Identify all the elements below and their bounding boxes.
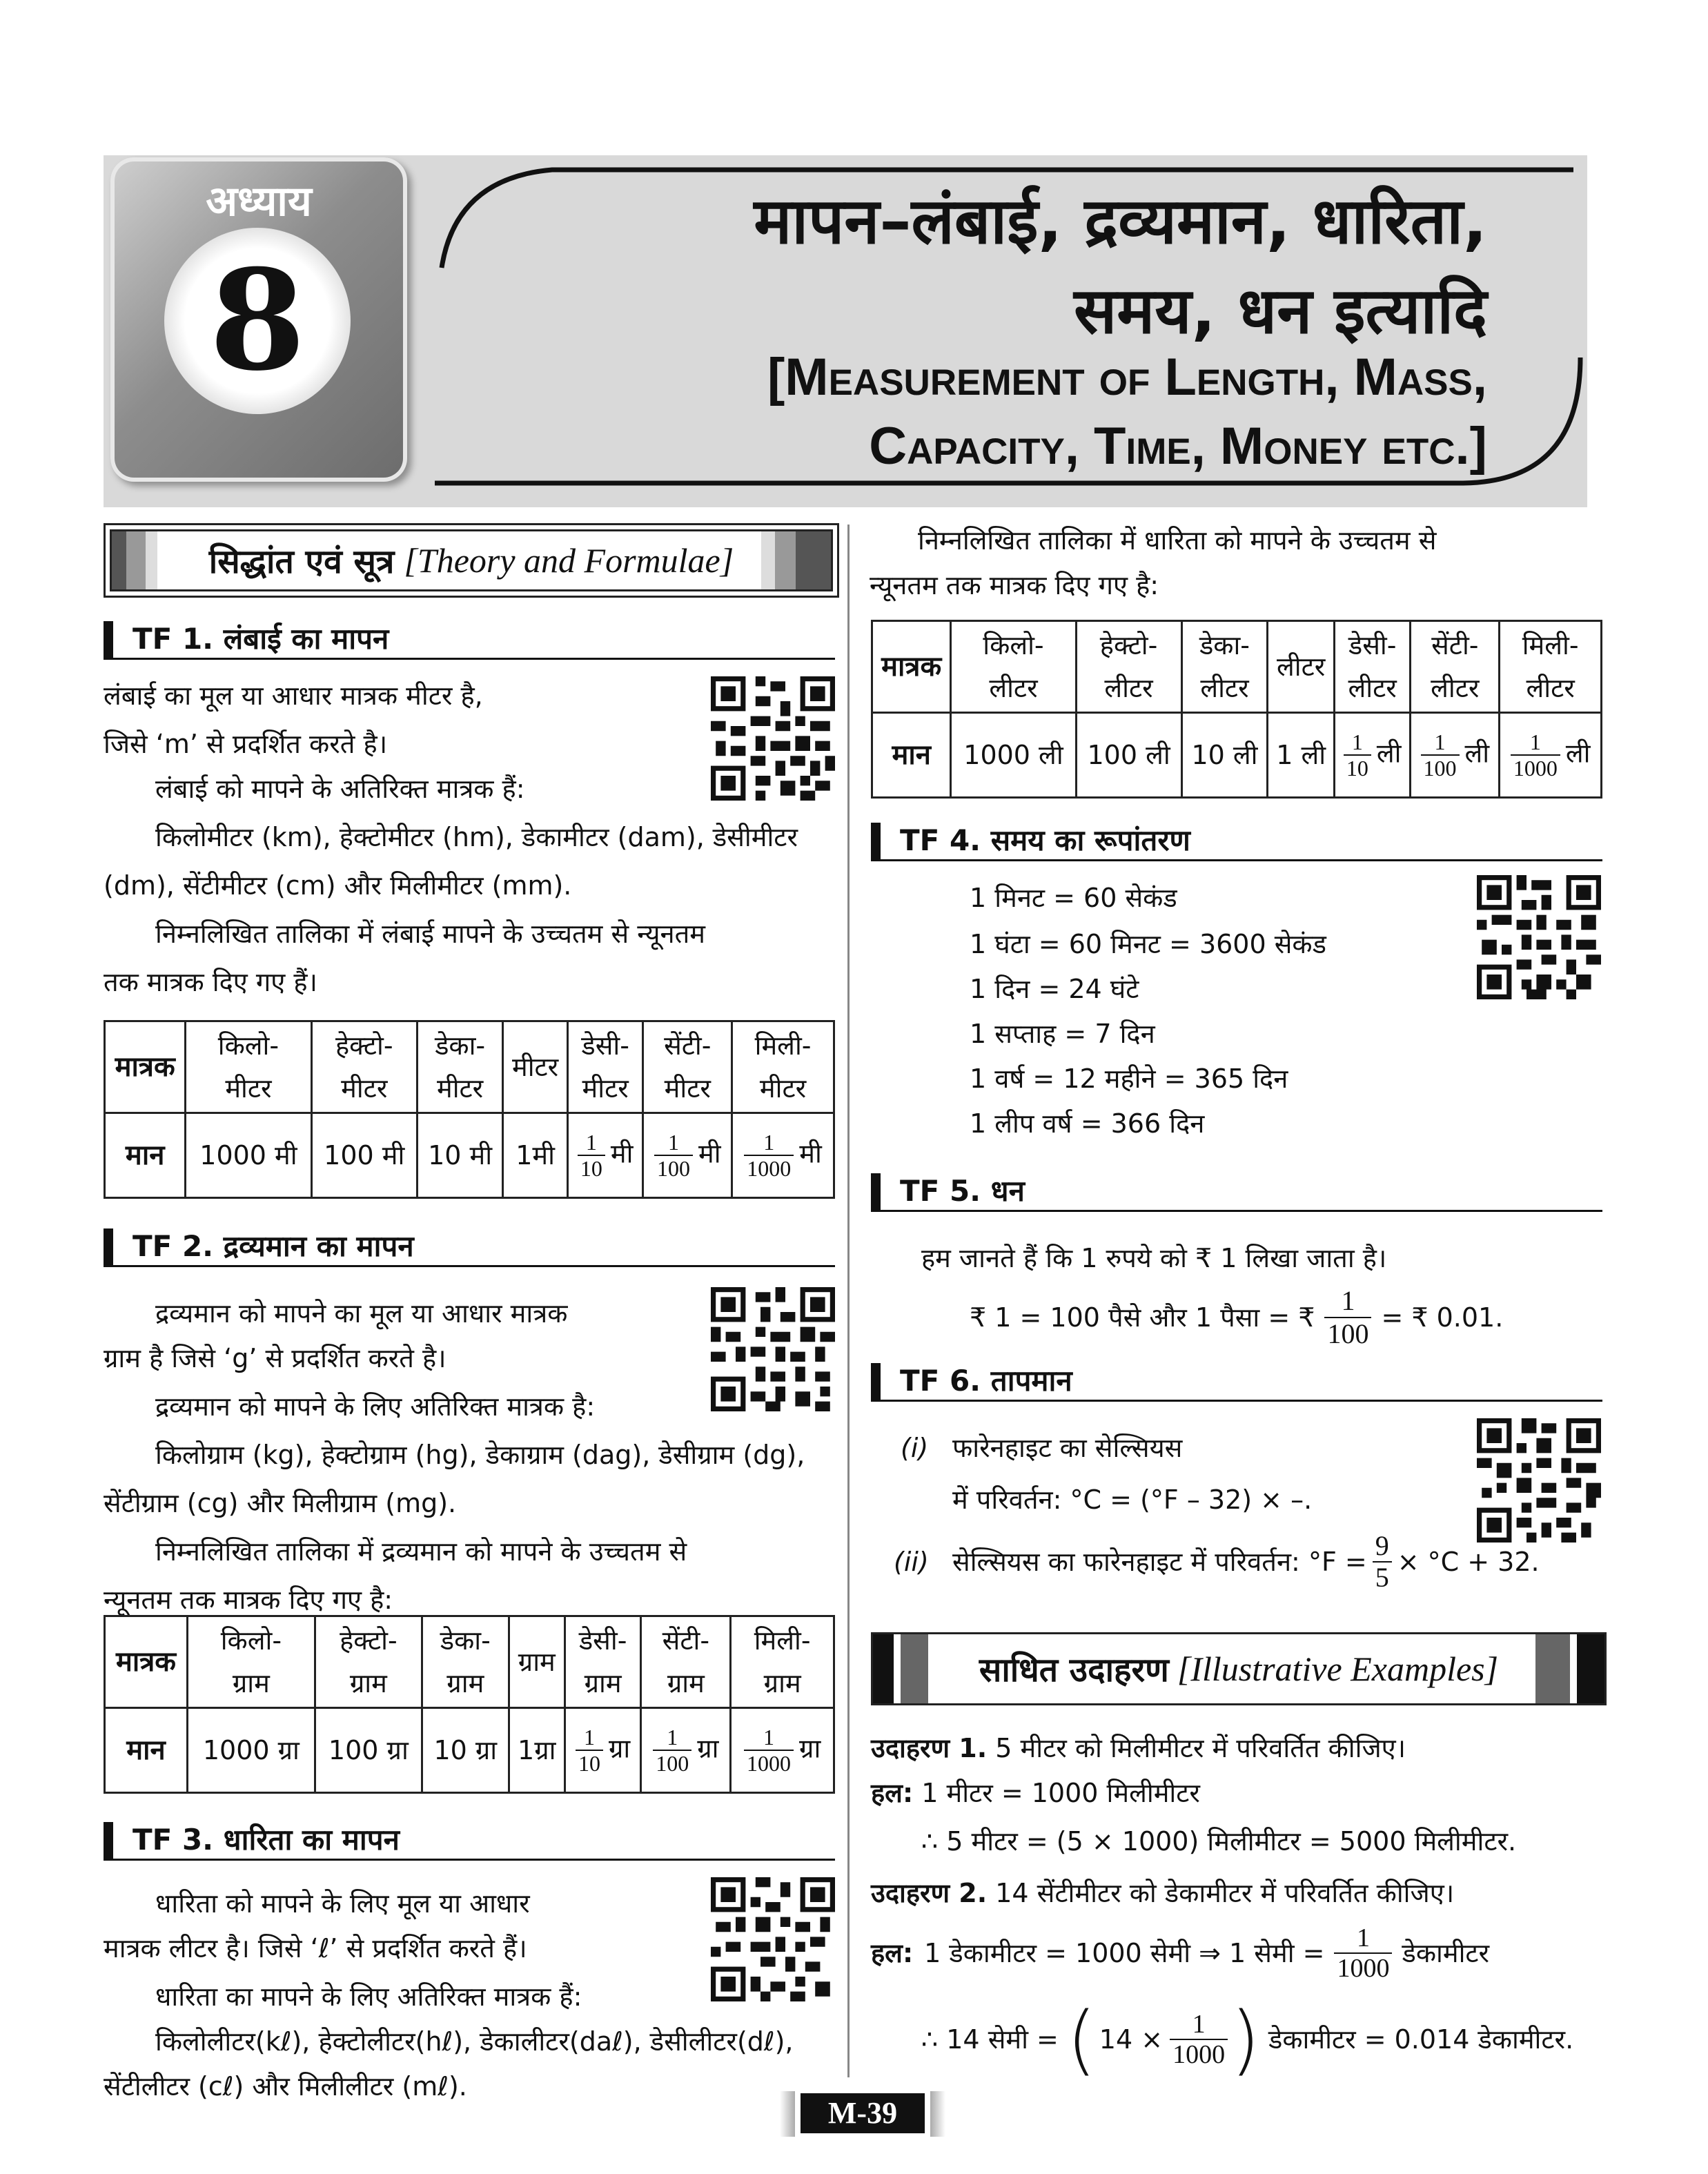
numerator: 1 [583, 1725, 595, 1750]
cell-line: लीटर [1277, 652, 1326, 682]
tf3-line-1: धारिता को मापने के लिए मूल या आधार [155, 1888, 530, 1919]
table-row-label: मान [105, 1113, 186, 1198]
solution-text: 1 डेकामीटर = 1000 सेमी ⇒ 1 सेमी = [924, 1938, 1325, 1968]
column-divider [847, 525, 850, 2077]
table-row [872, 621, 1602, 713]
cell-line: डेसी- [578, 1625, 627, 1656]
tf6-i-line-2: में परिवर्तन: °C = (°F – 32) × –. [952, 1485, 1313, 1515]
numerator: 1 [1192, 2010, 1206, 2039]
example-2-label: उदाहरण 2. [871, 1878, 988, 1908]
table-cell [186, 1021, 311, 1113]
table-cell [1411, 621, 1500, 713]
solution-text: ∴ 14 सेमी = [921, 2024, 1059, 2055]
cell-line: सेंटी- [662, 1625, 710, 1656]
item-label: (i) [901, 1433, 929, 1463]
denominator: 1000 [744, 1155, 794, 1181]
tf2-line-1: द्रव्यमान को मापने का मूल या आधार मात्रक [155, 1298, 568, 1329]
table-cell [565, 1616, 640, 1708]
example-1-label: उदाहरण 1. [871, 1733, 988, 1763]
cell-line: ग्राम [232, 1668, 270, 1698]
table-cell [187, 1616, 315, 1708]
fraction [744, 1130, 794, 1181]
table-row-label: मान [105, 1708, 188, 1793]
table-cell: 10 ग्रा [422, 1708, 509, 1793]
table-cell [567, 1021, 643, 1113]
fraction [654, 1130, 693, 1181]
cell-line: मीटर [341, 1073, 388, 1104]
example-1-text: 5 मीटर को मिलीमीटर में परिवर्तित कीजिए। [995, 1733, 1406, 1763]
table-cell: 100 मी [311, 1113, 417, 1198]
numerator: 1 [763, 1725, 775, 1750]
tf3-line-3: धारिता का मापने के लिए अतिरिक्त मात्रक हैं: [155, 1981, 582, 2012]
cell-line: लीटर [1526, 673, 1575, 703]
example-2-solution-line-2 [921, 1995, 1574, 2084]
cell-line: लीटर [1431, 673, 1480, 703]
fraction [744, 1725, 794, 1776]
cell-line: लीटर [1200, 673, 1249, 703]
page-number-shade-right [930, 2091, 945, 2137]
table-row [105, 1708, 834, 1793]
tf1-line-4: किलोमीटर (km), हेक्टोमीटर (hm), डेकामीटर (dam), डेसीमीटर [155, 822, 798, 852]
theory-banner-hindi: सिद्धांत एवं सूत्र [208, 542, 395, 581]
table-cell [643, 1021, 732, 1113]
cell-line: डेसी- [1348, 630, 1397, 660]
table-cell [1411, 713, 1500, 798]
table-cell [315, 1616, 422, 1708]
denominator: 1000 [1170, 2039, 1228, 2069]
cell-line: मीटर [511, 1052, 559, 1082]
tf2-line-5: सेंटीग्राम (cg) और मिलीग्राम (mg). [104, 1488, 457, 1518]
unit-abbr: ग्रा [697, 1733, 719, 1764]
table-cell [1500, 621, 1602, 713]
theory-banner [104, 523, 839, 598]
chapter-word: अध्याय [206, 177, 312, 226]
table-cell [417, 1021, 502, 1113]
table-cell [567, 1113, 643, 1198]
unit-abbr: मी [799, 1138, 822, 1169]
denominator: 1000 [1511, 754, 1560, 781]
example-1-question [871, 1725, 1406, 1771]
table-cell [503, 1021, 568, 1113]
example-2-question [871, 1870, 1454, 1916]
chapter-title-hindi-line2: समय, धन इत्यादि [1074, 274, 1487, 348]
tf5-line-2-end: = ₹ 0.01. [1381, 1302, 1504, 1333]
qr-code-icon [1477, 875, 1601, 999]
cell-line: किलो- [983, 630, 1044, 660]
denominator: 100 [1324, 1317, 1371, 1350]
table-cell [1076, 621, 1181, 713]
chapter-title-hindi-line1: मापन–लंबाई, द्रव्यमान, धारिता, [754, 184, 1487, 258]
denominator: 1000 [1334, 1952, 1392, 1983]
table-cell [643, 1113, 732, 1198]
solution-label: हल: [871, 1938, 914, 1968]
cell-line: लीटर [1104, 673, 1153, 703]
tf3-intro-line-2: न्यूनतम तक मात्रक दिए गए है: [870, 570, 1159, 600]
qr-code-icon [711, 676, 835, 801]
table-cell [422, 1616, 509, 1708]
cell-line: मिली- [754, 1625, 811, 1656]
cell-line: ग्राम [667, 1668, 705, 1698]
solution-text-end: डेकामीटर = 0.014 डेकामीटर. [1268, 2024, 1574, 2055]
tf6-ii-tail: × °C + 32. [1397, 1547, 1540, 1577]
solution-text-end: डेकामीटर [1402, 1938, 1490, 1968]
table-cell [732, 1113, 834, 1198]
chapter-title-english-line2: Capacity, Time, Money etc.] [869, 417, 1487, 476]
cell-line: डेसी- [581, 1030, 629, 1061]
table-cell [1500, 713, 1602, 798]
page-number-shade-left [780, 2091, 795, 2137]
table-row-label: मान [872, 713, 951, 798]
tf6-i-label [901, 1425, 928, 1471]
tf2-line-6: निम्नलिखित तालिका में द्रव्यमान को मापने के उच्चतम से [155, 1536, 687, 1567]
table-cell [565, 1708, 640, 1793]
denominator: 1000 [744, 1750, 794, 1776]
numerator: 1 [585, 1130, 597, 1155]
cell-line: मीटर [436, 1073, 484, 1104]
cell-line: लीटर [989, 673, 1038, 703]
page-number-badge [780, 2091, 945, 2137]
tf3-line-4: किलोलीटर(kℓ), हेक्टोलीटर(hℓ), डेकालीटर(daℓ), डेसीलीटर(dℓ), [155, 2026, 794, 2057]
qr-code-icon [1477, 1418, 1601, 1543]
tf4-line-2: 1 घंटा = 60 मिनट = 3600 सेकंड [970, 929, 1326, 959]
cell-line: सेंटी- [664, 1030, 711, 1061]
fraction [1170, 2010, 1228, 2069]
chapter-number: 8 [209, 239, 306, 402]
tf4-line-3: 1 दिन = 24 घंटे [970, 974, 1139, 1004]
tf4-line-5: 1 वर्ष = 12 महीने = 365 दिन [970, 1064, 1288, 1094]
numerator: 9 [1375, 1530, 1389, 1561]
tf1-line-2: जिसे ‘m’ से प्रदर्शित करते है। [104, 729, 388, 759]
unit-abbr: ली [1565, 738, 1591, 769]
solution-multiplier: 14 × [1099, 2024, 1164, 2055]
numerator: 1 [1529, 729, 1541, 754]
table-row-label: मात्रक [105, 1021, 186, 1113]
numerator: 1 [1434, 729, 1446, 754]
tf1-line-1: लंबाई का मूल या आधार मात्रक मीटर है, [104, 680, 483, 711]
unit-abbr: ग्रा [608, 1733, 631, 1764]
tf2-line-3: द्रव्यमान को मापने के लिए अतिरिक्त मात्रक है: [155, 1391, 596, 1422]
cell-line: किलो- [217, 1030, 279, 1061]
item-label: (ii) [894, 1547, 929, 1577]
example-2-text: 14 सेंटीमीटर को डेकामीटर में परिवर्तित कीजिए। [995, 1878, 1455, 1908]
tf3-intro-line-1: निम्नलिखित तालिका में धारिता को मापने के उच्चतम से [918, 525, 1437, 556]
tf4-line-6: 1 लीप वर्ष = 366 दिन [970, 1108, 1205, 1139]
cell-line: मीटर [664, 1073, 711, 1104]
table-cell [1268, 621, 1335, 713]
length-unit-table [104, 1020, 835, 1199]
table-cell: 1000 ली [951, 713, 1076, 798]
examples-banner [871, 1632, 1607, 1705]
table-cell [641, 1616, 731, 1708]
denominator: 5 [1373, 1561, 1392, 1593]
fraction [1421, 729, 1460, 781]
fraction [576, 1725, 603, 1776]
unit-abbr: ली [1464, 738, 1490, 769]
tf5-line-2 [970, 1285, 1503, 1350]
table-row [872, 713, 1602, 798]
numerator: 1 [1356, 1923, 1370, 1952]
tf1-line-3: लंबाई को मापने के अतिरिक्त मात्रक हैं: [155, 774, 525, 804]
table-cell: 1000 ग्रा [187, 1708, 315, 1793]
example-1-solution-line-2: ∴ 5 मीटर = (5 × 1000) मिलीमीटर = 5000 मिलीमीटर. [921, 1826, 1517, 1857]
tf6-ii-label [894, 1539, 929, 1585]
tf3-heading: TF 3. धारिता का मापन [104, 1822, 835, 1861]
table-cell: 1मी [503, 1113, 568, 1198]
cell-line: डेका- [435, 1030, 486, 1061]
numerator: 1 [667, 1130, 679, 1155]
table-cell [641, 1708, 731, 1793]
fraction [1334, 1923, 1392, 1983]
tf5-line-2-start: ₹ 1 = 100 पैसे और 1 पैसा = ₹ [970, 1302, 1315, 1333]
table-row [105, 1616, 834, 1708]
cell-line: ग्राम [446, 1668, 484, 1698]
mass-unit-table [104, 1615, 835, 1794]
fraction [1324, 1285, 1371, 1350]
tf2-line-2: ग्राम है जिसे ‘g’ से प्रदर्शित करते है। [104, 1343, 446, 1373]
cell-line: ग्राम [518, 1647, 556, 1677]
solution-text: 1 मीटर = 1000 मिलीमीटर [921, 1778, 1200, 1808]
cell-line: मिली- [754, 1030, 812, 1061]
tf1-line-6: निम्नलिखित तालिका में लंबाई मापने के उच्चतम से न्यूनतम [155, 919, 705, 949]
cell-line: किलो- [220, 1625, 282, 1656]
unit-abbr: ग्रा [799, 1733, 821, 1764]
numerator: 1 [763, 1130, 775, 1155]
table-cell: 10 मी [417, 1113, 502, 1198]
table-cell: 10 ली [1181, 713, 1268, 798]
fraction [653, 1725, 691, 1776]
cell-line: डेका- [440, 1625, 491, 1656]
chapter-title-english-line1: [Measurement of Length, Mass, [767, 348, 1487, 407]
unit-abbr: ली [1376, 738, 1402, 769]
table-cell [311, 1021, 417, 1113]
tf2-line-4: किलोग्राम (kg), हेक्टोग्राम (hg), डेकाग्राम (dag), डेसीग्राम (dg), [155, 1440, 805, 1470]
tf1-line-7: तक मात्रक दिए गए हैं। [104, 967, 317, 997]
fraction [578, 1130, 605, 1181]
numerator: 1 [1341, 1285, 1355, 1316]
example-1-solution-line-1 [871, 1770, 1200, 1816]
cell-line: लीटर [1348, 673, 1397, 703]
table-row [105, 1113, 834, 1198]
tf5-heading: TF 5. धन [871, 1173, 1602, 1212]
fraction [1511, 729, 1560, 781]
cell-line: मीटर [225, 1073, 272, 1104]
cell-line: हेक्टो- [340, 1625, 397, 1656]
denominator: 10 [578, 1155, 605, 1181]
table-cell [1335, 621, 1411, 713]
table-cell [731, 1616, 834, 1708]
tf6-heading: TF 6. तापमान [871, 1363, 1602, 1402]
tf4-line-4: 1 सप्ताह = 7 दिन [970, 1019, 1155, 1049]
table-row-label: मात्रक [872, 621, 951, 713]
capacity-unit-table [871, 620, 1602, 799]
numerator: 1 [667, 1725, 678, 1750]
table-cell [1335, 713, 1411, 798]
fraction [1373, 1531, 1392, 1593]
examples-banner-hindi: साधित उदाहरण [979, 1650, 1169, 1690]
table-cell: 1000 मी [186, 1113, 311, 1198]
tf1-heading: TF 1. लंबाई का मापन [104, 621, 835, 660]
tf6-ii-text: सेल्सियस का फारेनहाइट में परिवर्तन: °F = [952, 1547, 1367, 1577]
cell-line: मिली- [1522, 630, 1579, 660]
tf5-line-1: हम जानते हैं कि 1 रुपये को ₹ 1 लिखा जाता है। [921, 1243, 1387, 1273]
tf1-line-5: (dm), सेंटीमीटर (cm) और मिलीमीटर (mm). [104, 870, 572, 901]
table-cell [1181, 621, 1268, 713]
table-cell: 1 ली [1268, 713, 1335, 798]
denominator: 10 [576, 1750, 603, 1776]
denominator: 100 [654, 1155, 693, 1181]
qr-code-icon [711, 1877, 835, 2001]
table-cell: 1ग्रा [509, 1708, 565, 1793]
table-cell [509, 1616, 565, 1708]
tf2-line-7: न्यूनतम तक मात्रक दिए गए है: [104, 1585, 393, 1615]
tf3-line-5: सेंटीलीटर (cℓ) और मिलीलीटर (mℓ). [104, 2071, 467, 2102]
cell-line: मीटर [759, 1073, 807, 1104]
cell-line: हेक्टो- [1099, 630, 1158, 660]
denominator: 10 [1344, 754, 1371, 781]
table-cell [732, 1021, 834, 1113]
tf3-line-2: मात्रक लीटर है। जिसे ‘ℓ’ से प्रदर्शित करते हैं। [104, 1933, 527, 1964]
examples-banner-english: [Illustrative Examples] [1177, 1649, 1499, 1688]
example-2-solution-line-1 [871, 1923, 1490, 1983]
table-cell: 100 ली [1076, 713, 1181, 798]
unit-abbr: मी [698, 1138, 721, 1169]
left-paren: ( [1066, 1995, 1097, 2084]
tf6-ii-line [952, 1530, 1540, 1593]
cell-line: ग्राम [584, 1668, 622, 1698]
tf6-i-line-1: फारेनहाइट का सेल्सियस [952, 1433, 1183, 1463]
table-row-label: मात्रक [105, 1616, 188, 1708]
table-row [105, 1021, 834, 1113]
table-cell [731, 1708, 834, 1793]
table-cell: 100 ग्रा [315, 1708, 422, 1793]
page-number: M-39 [801, 2093, 925, 2133]
tf4-line-1: 1 मिनट = 60 सेकंड [970, 883, 1177, 913]
denominator: 100 [1421, 754, 1460, 781]
right-paren: ) [1230, 1995, 1260, 2084]
cell-line: हेक्टो- [335, 1030, 393, 1061]
cell-line: ग्राम [763, 1668, 801, 1698]
tf4-heading: TF 4. समय का रूपांतरण [871, 823, 1602, 861]
solution-label: हल: [871, 1778, 914, 1808]
tf2-heading: TF 2. द्रव्यमान का मापन [104, 1228, 835, 1267]
cell-line: डेका- [1199, 630, 1250, 660]
qr-code-icon [711, 1287, 835, 1411]
cell-line: मीटर [582, 1073, 629, 1104]
fraction [1344, 729, 1371, 781]
unit-abbr: मी [610, 1138, 634, 1169]
cell-line: सेंटी- [1431, 630, 1479, 660]
cell-line: ग्राम [349, 1668, 387, 1698]
theory-banner-english: [Theory and Formulae] [404, 541, 734, 580]
denominator: 100 [653, 1750, 691, 1776]
numerator: 1 [1351, 729, 1363, 754]
table-cell [951, 621, 1076, 713]
